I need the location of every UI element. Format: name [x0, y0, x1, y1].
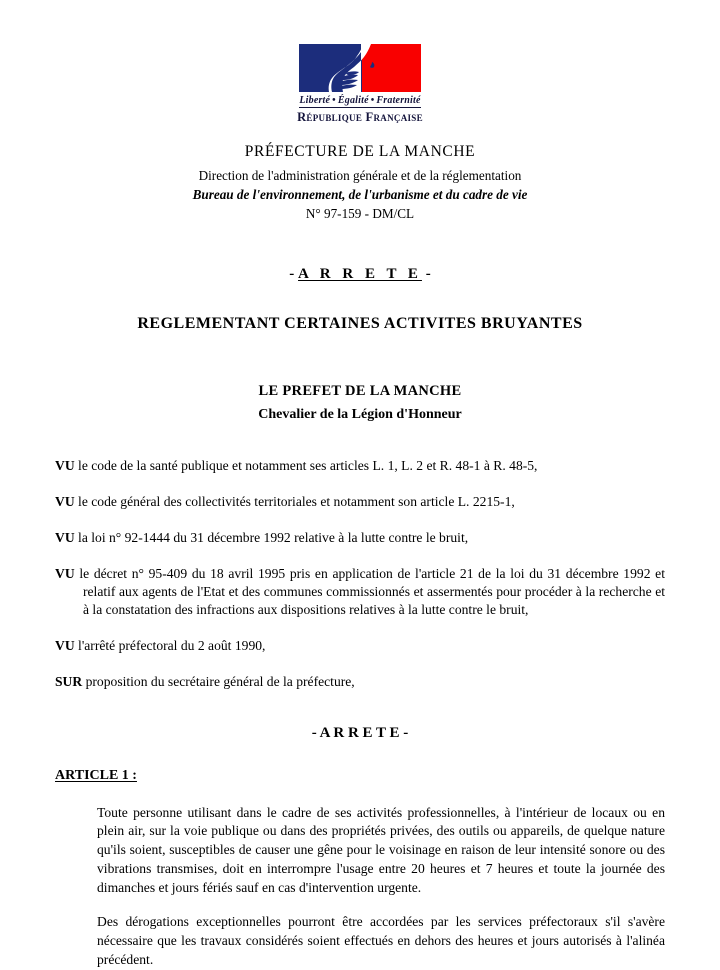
motto-separator-1: •	[332, 95, 336, 106]
arrete-dash-left-2: -	[311, 724, 317, 741]
bureau-line: Bureau de l'environnement, de l'urbanisme et du cadre de vie	[192, 187, 528, 202]
motto-separator-2: •	[370, 95, 375, 106]
motto-egalite: Égalité	[337, 95, 369, 106]
article-1-paragraph: Des dérogations exceptionnelles pourront être accordées par les services préfectoraux s'il s'avère nécessaire que les travaux considérés soient effectués en dehors des heures et jours autorisés à l'alinéa précédent.	[97, 914, 665, 967]
visa-clause	[55, 565, 665, 619]
visa-lead: VU	[55, 493, 75, 509]
motto-text	[299, 95, 420, 108]
visa-clauses-list	[55, 457, 665, 691]
motto-liberte: Liberté	[299, 95, 331, 106]
reference-number: N° 97-159 - DM/CL	[305, 206, 415, 221]
visa-text: l'arrêté préfectoral du 2 août 1990,	[74, 637, 266, 653]
visa-clause	[55, 457, 665, 475]
article-1-label: ARTICLE 1 :	[55, 767, 137, 783]
visa-lead: SUR	[55, 673, 83, 689]
visa-clause	[55, 637, 665, 655]
visa-text: le code général des collectivités territoriales et notamment son article L. 2215-1,	[74, 493, 515, 509]
visa-lead: VU	[55, 565, 75, 581]
republique-francaise-text: République Française	[297, 110, 423, 124]
visa-text: proposition du secrétaire général de la préfecture,	[82, 673, 355, 689]
marianne-profile-icon	[299, 44, 421, 92]
visa-text: le code de la santé publique et notamment ses articles L. 1, L. 2 et R. 48-1 à R. 48-5,	[74, 458, 538, 473]
visa-lead: VU	[55, 529, 75, 545]
direction-line: Direction de l'administration générale et de la réglementation	[198, 168, 522, 183]
visa-clause	[55, 673, 665, 691]
document-header	[55, 143, 665, 222]
arrete-dash-left: -	[289, 266, 295, 282]
document-subject-title: REGLEMENTANT CERTAINES ACTIVITES BRUYANTES	[137, 315, 583, 332]
chevalier-title: Chevalier de la Légion d'Honneur	[258, 407, 462, 422]
visa-lead: VU	[55, 637, 75, 653]
article-1-paragraph: Toute personne utilisant dans le cadre de ses activités professionnelles, à l'intérieur de locaux ou en plein air, sur la voie publique ou dans des propriétés privées, des outils ou appareils, de quelque nature qu'ils soient, susceptibles de causer une gêne pour le voisinage en raison de leur intensité sonore ou des vibrations transmises, doit en interrompre l'usage entre 20 heures et 7 heures et toute la journée des dimanches et jours fériés sauf en cas d'intervention urgente.	[97, 804, 665, 895]
arrete-heading-top	[55, 266, 665, 283]
arrete-dash-right: -	[425, 266, 431, 282]
prefet-title: LE PREFET DE LA MANCHE	[258, 383, 462, 399]
arrete-dash-right-2: -	[403, 724, 409, 741]
republique-francaise-logo	[55, 0, 665, 125]
visa-clause	[55, 529, 665, 547]
visa-lead: VU	[55, 458, 75, 473]
prefecture-title: PRÉFECTURE DE LA MANCHE	[244, 143, 476, 160]
visa-clause	[55, 493, 665, 511]
visa-text: la loi n° 92-1444 du 31 décembre 1992 relative à la lutte contre le bruit,	[74, 529, 469, 545]
prefet-block	[55, 383, 665, 423]
arrete-heading-bottom	[55, 725, 665, 742]
french-flag-marianne-icon	[299, 44, 421, 92]
arrete-word-top: A R R E T E	[298, 266, 422, 282]
motto-fraternite: Fraternité	[376, 95, 421, 106]
arrete-word-bottom: A R R E T E	[319, 724, 400, 741]
visa-text: le décret n° 95-409 du 18 avril 1995 pris en application de l'article 21 de la loi du 31 décembre 1992 et relatif aux agents de l'Etat et des communes commissionnés et assermentés pour procéder à la recherche et à la constatation des infractions aux dispositions relatives à la lutte contre le bruit,	[74, 565, 665, 617]
